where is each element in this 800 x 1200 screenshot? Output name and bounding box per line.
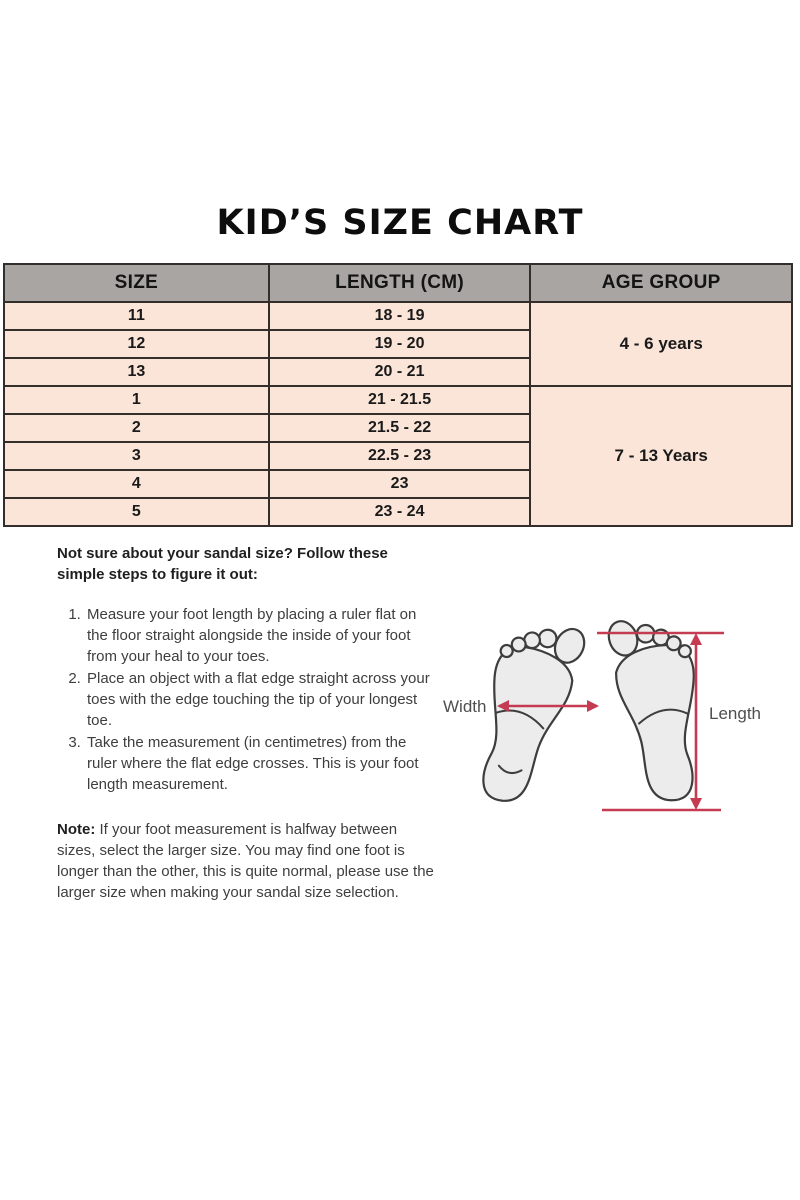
length-cell: 21.5 - 22	[269, 414, 531, 442]
length-cell: 20 - 21	[269, 358, 531, 386]
length-cell: 23 - 24	[269, 498, 531, 526]
length-cell: 21 - 21.5	[269, 386, 531, 414]
page-title: KID’S SIZE CHART	[216, 203, 584, 243]
age-group-cell: 7 - 13 Years	[530, 386, 792, 526]
size-cell: 2	[4, 414, 269, 442]
size-cell: 4	[4, 470, 269, 498]
length-cell: 22.5 - 23	[269, 442, 531, 470]
col-header-size: SIZE	[4, 264, 269, 302]
foot-measurement-diagram	[433, 594, 798, 849]
kids-size-table	[3, 263, 793, 527]
width-label: Width	[443, 697, 487, 716]
size-cell: 5	[4, 498, 269, 526]
size-cell: 1	[4, 386, 269, 414]
length-cell: 23	[269, 470, 531, 498]
age-group-cell: 4 - 6 years	[530, 302, 792, 386]
sizing-note	[57, 819, 435, 903]
col-header-age-group: AGE GROUP	[530, 264, 792, 302]
instructions-intro: Not sure about your sandal size? Follow these simple steps to figure it out:	[57, 545, 388, 583]
table-row	[4, 386, 792, 414]
table-row	[4, 302, 792, 330]
size-cell: 11	[4, 302, 269, 330]
step-item: 3. Take the measurement (in centimetres) from the ruler where the flat edge crosses. This is your foot length measurement.	[85, 732, 435, 795]
size-cell: 13	[4, 358, 269, 386]
length-cell: 19 - 20	[269, 330, 531, 358]
col-header-length: LENGTH (CM)	[269, 264, 531, 302]
length-cell: 18 - 19	[269, 302, 531, 330]
length-label: Length	[709, 704, 761, 723]
size-cell: 12	[4, 330, 269, 358]
sizing-instructions	[57, 543, 435, 903]
size-cell: 3	[4, 442, 269, 470]
table-header-row	[4, 264, 792, 302]
step-item: 2. Place an object with a flat edge straight across your toes with the edge touching the tip of your longest toe.	[85, 668, 435, 731]
note-text: If your foot measurement is halfway between sizes, select the larger size. You may find one foot is longer than the other, this is quite normal, please use the larger size when making your sandal size selection.	[57, 821, 434, 901]
steps-list	[57, 604, 435, 795]
note-label: Note:	[57, 821, 96, 838]
step-item: 1. Measure your foot length by placing a ruler flat on the floor straight alongside the inside of your foot from your heal to your toes.	[85, 604, 435, 667]
